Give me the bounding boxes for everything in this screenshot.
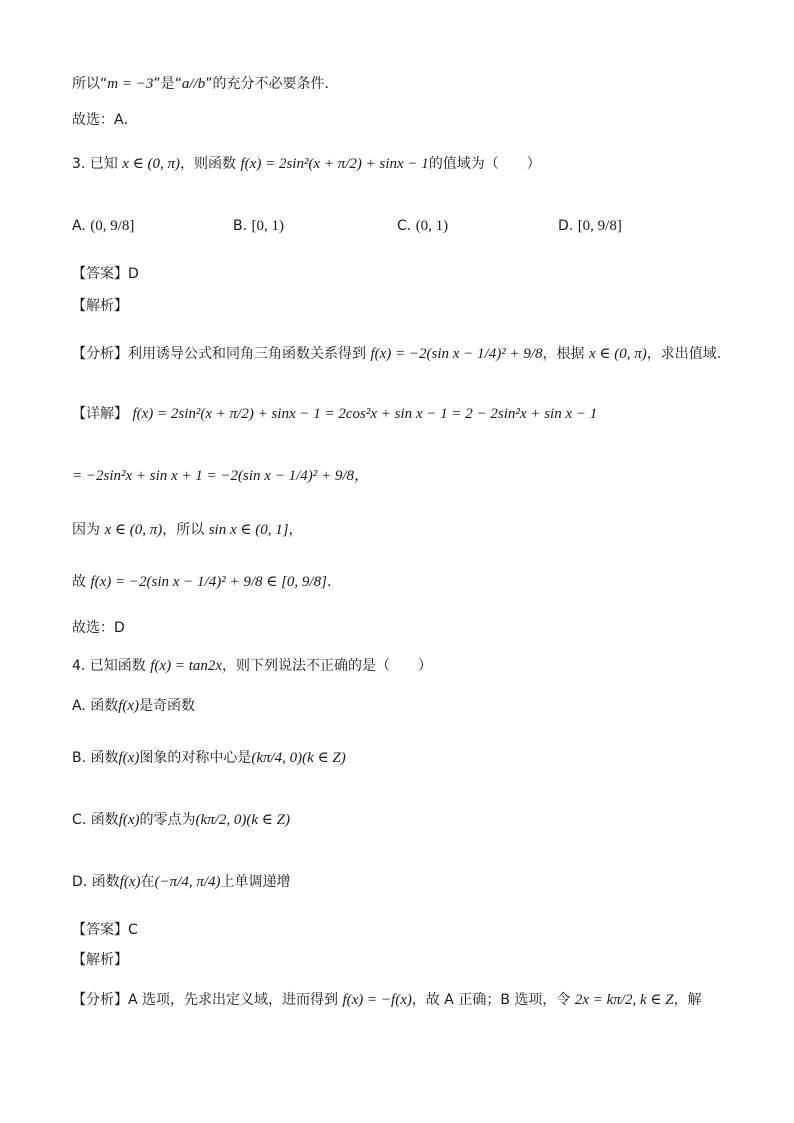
q4-option-a-text-2: 是奇函数 xyxy=(139,698,196,714)
intro-m-expr: m = −3 xyxy=(107,76,154,92)
q4-fenxi-expr: f(x) = −f(x) xyxy=(342,992,412,1008)
q3-option-a-value: (0, 9/8] xyxy=(90,218,135,234)
q4-option-c-text-2: 的零点为 xyxy=(139,812,196,828)
q4-fenxi-text-3: ，解 xyxy=(673,992,702,1008)
q3-option-d-label: D. xyxy=(558,218,574,234)
q3-so-line xyxy=(72,572,331,592)
q3-because-expr: sin x ∈ (0, 1] xyxy=(208,522,289,538)
q3-because-suffix: ， xyxy=(288,522,303,538)
q4-option-d-text-1: 函数 xyxy=(91,874,120,890)
q4-option-a xyxy=(72,696,195,716)
q4-answer-line xyxy=(72,920,138,940)
q4-option-d xyxy=(72,872,291,892)
q4-option-a-label: A. xyxy=(72,698,86,714)
q4-analysis-line xyxy=(72,990,702,1010)
q4-option-c-point: (kπ/2, 0)(k ∈ Z) xyxy=(195,812,290,828)
q4-option-d-interval: (−π/4, π/4) xyxy=(154,874,221,890)
q3-choose: 故选：D xyxy=(72,620,125,636)
q3-detail-line-1 xyxy=(72,404,597,424)
q4-option-c-text-1: 函数 xyxy=(90,812,119,828)
q3-detail-line-2 xyxy=(72,466,369,486)
q3-stem-suffix: 的值域为（ ） xyxy=(428,156,541,172)
q3-fenxi-condition: x ∈ (0, π) xyxy=(588,346,647,362)
q4-answer-tag: 【答案】 xyxy=(72,922,128,938)
q4-option-d-label: D. xyxy=(72,874,88,890)
intro-vector-expr: a//b xyxy=(181,76,206,92)
q4-option-d-text-3: 上单调递增 xyxy=(220,874,291,890)
q4-fenxi-text-1: A 选项，先求出定义域，进而得到 xyxy=(128,992,339,1008)
q4-function: f(x) = tan2x xyxy=(150,658,223,674)
q3-condition: x ∈ (0, π) xyxy=(122,156,181,172)
q3-fenxi-text-3: ，求出值域. xyxy=(646,346,722,362)
q4-fenxi-expr-2: 2x = kπ/2, k ∈ Z xyxy=(574,992,674,1008)
q3-answer-tag: 【答案】 xyxy=(72,266,128,282)
q3-stem xyxy=(72,154,541,174)
intro-choose: 故选：A． xyxy=(72,112,138,128)
q4-option-a-text-1: 函数 xyxy=(90,698,119,714)
q3-option-c-label: C. xyxy=(397,218,412,234)
q3-answer-value: D xyxy=(128,266,139,282)
q3-because-cond: x ∈ (0, π) xyxy=(104,522,163,538)
q4-fenxi-tag: 【分析】 xyxy=(72,992,128,1008)
q4-option-c-label: C. xyxy=(72,812,87,828)
q3-so-suffix: . xyxy=(326,574,332,590)
q3-option-a xyxy=(72,218,134,235)
q3-option-d-value: [0, 9/8] xyxy=(577,218,622,234)
q4-stem-prefix: 4. 已知函数 xyxy=(72,658,146,674)
q3-so-expr: f(x) = −2(sin x − 1/4)² + 9/8 ∈ [0, 9/8] xyxy=(90,574,327,590)
q3-because-prefix: 因为 xyxy=(72,522,100,538)
q3-fenxi-text-2: ，根据 xyxy=(542,346,585,362)
q3-function: f(x) = 2sin²(x + π/2) + sinx − 1 xyxy=(240,156,429,172)
q3-detail-tag: 【详解】 xyxy=(72,406,128,422)
q4-stem xyxy=(72,656,432,676)
q3-detail-expr-2: = −2sin²x + sin x + 1 = −2(sin x − 1/4)² + 9/8， xyxy=(72,468,370,484)
q4-analysis-tag: 【解析】 xyxy=(72,952,128,968)
q3-option-b-label: B. xyxy=(233,218,248,234)
q3-fenxi-tag: 【分析】 xyxy=(72,346,128,362)
intro-text-2: ”是“ xyxy=(153,76,182,92)
q3-fenxi-expr: f(x) = −2(sin x − 1/4)² + 9/8 xyxy=(370,346,543,362)
q3-option-c xyxy=(397,218,448,235)
q4-option-b-text-1: 函数 xyxy=(90,750,119,766)
q3-option-a-label: A. xyxy=(72,218,86,234)
q3-option-b-value: [0, 1) xyxy=(251,218,285,234)
q4-option-a-expr: f(x) xyxy=(118,698,140,714)
q3-option-d xyxy=(558,218,622,235)
intro-text-3: ”的充分不必要条件． xyxy=(205,76,339,92)
q4-stem-suffix: ，则下列说法不正确的是（ ） xyxy=(222,658,433,674)
q3-stem-prefix: 3. 已知 xyxy=(72,156,118,172)
q3-option-c-value: (0, 1) xyxy=(415,218,449,234)
intro-text-1: 所以“ xyxy=(72,76,108,92)
q3-fenxi-text-1: 利用诱导公式和同角三角函数关系得到 xyxy=(128,346,366,362)
q3-analysis-tag: 【解析】 xyxy=(72,298,128,314)
q3-so-prefix: 故 xyxy=(72,574,86,590)
q4-option-b xyxy=(72,748,346,768)
q4-option-b-label: B. xyxy=(72,750,87,766)
q4-fenxi-text-2: ，故 A 正确；B 选项，令 xyxy=(411,992,571,1008)
intro-conclusion-line xyxy=(72,74,338,94)
q4-option-c xyxy=(72,810,290,830)
q3-analysis-line xyxy=(72,344,721,364)
q3-detail-expr-1: f(x) = 2sin²(x + π/2) + sinx − 1 = 2cos²x + sin x − 1 = 2 − 2sin²x + sin x − 1 xyxy=(132,406,598,422)
q3-answer-line xyxy=(72,264,139,284)
q3-option-b xyxy=(233,218,284,235)
q4-option-b-point: (kπ/4, 0)(k ∈ Z) xyxy=(251,750,346,766)
q4-option-b-text-2: 图象的对称中心是 xyxy=(139,750,252,766)
q3-because-line xyxy=(72,520,303,540)
q4-answer-value: C xyxy=(128,922,138,938)
q4-option-b-expr: f(x) xyxy=(118,750,140,766)
q3-because-mid: ，所以 xyxy=(162,522,205,538)
q4-option-d-expr: f(x) xyxy=(119,874,141,890)
q4-option-d-text-2: 在 xyxy=(140,874,155,890)
q4-option-c-expr: f(x) xyxy=(118,812,140,828)
q3-stem-mid: ，则函数 xyxy=(180,156,237,172)
